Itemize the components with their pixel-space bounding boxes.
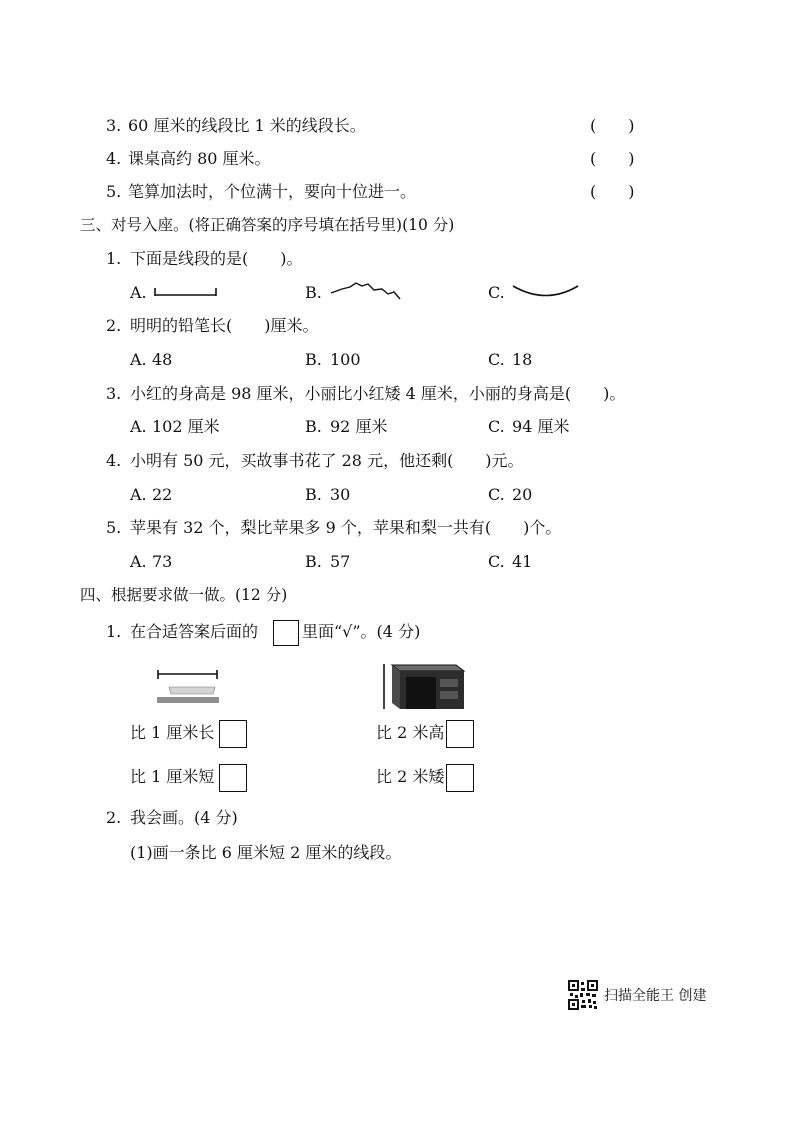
choice-taller-than-2m: 比 2 米高 <box>376 723 445 742</box>
answer-checkbox[interactable] <box>446 764 474 792</box>
question-text-part2: 里面“√”。(4 分) <box>302 622 421 641</box>
section-4-title: 四、根据要求做一做。(12 分) <box>80 586 288 604</box>
answer-bracket[interactable]: ( ) <box>590 149 635 168</box>
question-number: 1. <box>106 249 122 268</box>
question-text: 小红的身高是 98 厘米，小丽比小红矮 4 厘米，小丽的身高是( )。 <box>130 384 626 403</box>
option-label[interactable]: B. <box>305 417 322 436</box>
answer-bracket[interactable]: ( ) <box>590 116 635 135</box>
option-label[interactable]: C. <box>488 485 505 504</box>
option-value: 100 <box>330 350 361 369</box>
option-value: 22 <box>152 485 173 504</box>
option-label[interactable]: C. <box>488 283 505 302</box>
question-number: 1. <box>106 622 122 641</box>
option-value: 20 <box>512 485 533 504</box>
choice-lower-than-2m: 比 2 米矮 <box>376 767 445 786</box>
choice-shorter-than-1cm: 比 1 厘米短 <box>130 767 215 786</box>
option-label[interactable]: A. <box>130 283 147 302</box>
question-text: 小明有 50 元，买故事书花了 28 元，他还剩( )元。 <box>130 451 524 470</box>
tf-item-number: 4. <box>106 149 122 168</box>
option-value: 73 <box>152 552 173 571</box>
segment-figure <box>154 286 218 300</box>
option-value: 92 厘米 <box>330 417 388 436</box>
question-number: 2. <box>106 808 122 827</box>
option-label[interactable]: A. <box>130 485 147 504</box>
option-label[interactable]: A. <box>130 417 147 436</box>
question-text: 明明的铅笔长( )厘米。 <box>130 316 319 335</box>
question-text: 我会画。(4 分) <box>130 808 238 827</box>
option-value: 94 厘米 <box>512 417 570 436</box>
question-text: 苹果有 32 个，梨比苹果多 9 个，苹果和梨一共有( )个。 <box>130 518 562 537</box>
option-label[interactable]: C. <box>488 350 505 369</box>
option-label[interactable]: B. <box>305 485 322 504</box>
pencil-ruler-figure <box>155 668 223 708</box>
option-label[interactable]: C. <box>488 417 505 436</box>
option-value: 30 <box>330 485 351 504</box>
option-label[interactable]: B. <box>305 283 322 302</box>
answer-checkbox[interactable] <box>446 720 474 748</box>
question-number: 5. <box>106 518 122 537</box>
choice-longer-than-1cm: 比 1 厘米长 <box>130 723 215 742</box>
option-value: 57 <box>330 552 351 571</box>
option-label[interactable]: A. <box>130 552 147 571</box>
answer-bracket[interactable]: ( ) <box>590 182 635 201</box>
tf-item-number: 5. <box>106 182 122 201</box>
option-value: 102 厘米 <box>152 417 220 436</box>
question-number: 4. <box>106 451 122 470</box>
question-text: 下面是线段的是( )。 <box>130 249 303 268</box>
option-label[interactable]: C. <box>488 552 505 571</box>
tf-item-text: 60 厘米的线段比 1 米的线段长。 <box>128 116 366 135</box>
sub-question-text: (1)画一条比 6 厘米短 2 厘米的线段。 <box>130 843 402 862</box>
zigzag-line-figure <box>330 280 402 302</box>
watermark-text: 扫描全能王 创建 <box>604 988 707 1004</box>
option-label[interactable]: B. <box>305 552 322 571</box>
question-number: 2. <box>106 316 122 335</box>
option-value: 41 <box>512 552 533 571</box>
question-text-part1: 在合适答案后面的 <box>130 622 259 641</box>
example-checkbox <box>273 620 299 646</box>
option-value: 48 <box>152 350 173 369</box>
tf-item-text: 笔算加法时，个位满十，要向十位进一。 <box>128 182 417 201</box>
tf-item-text: 课桌高约 80 厘米。 <box>128 149 271 168</box>
tf-item-number: 3. <box>106 116 122 135</box>
option-value: 18 <box>512 350 533 369</box>
section-3-title: 三、对号入座。(将正确答案的序号填在括号里)(10 分) <box>80 216 455 234</box>
answer-checkbox[interactable] <box>219 720 247 748</box>
option-label[interactable]: B. <box>305 350 322 369</box>
desk-figure <box>382 661 468 711</box>
qr-code-icon <box>568 980 598 1010</box>
answer-checkbox[interactable] <box>219 764 247 792</box>
option-label[interactable]: A. <box>130 350 147 369</box>
question-number: 3. <box>106 384 122 403</box>
curve-figure <box>512 283 580 301</box>
